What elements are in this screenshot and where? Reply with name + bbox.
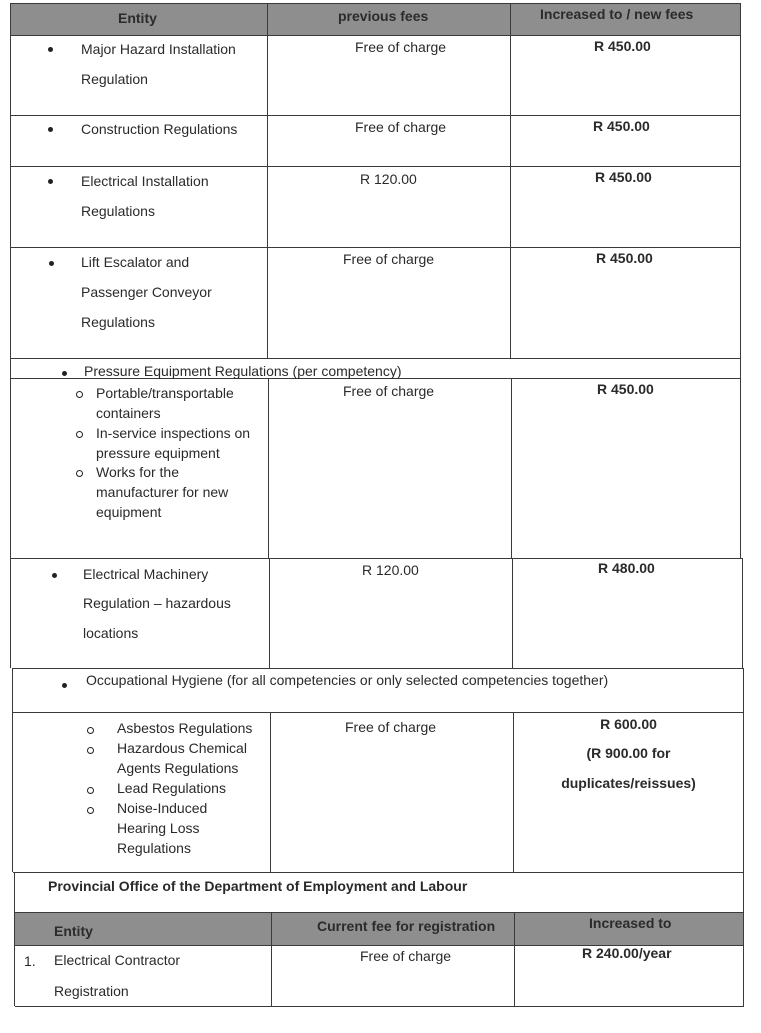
header-entity: Entity [118, 10, 157, 26]
sub-bullet [87, 747, 94, 754]
pressure-sub: Works for the [96, 464, 179, 480]
provincial-header-current: Current fee for registration [317, 918, 496, 934]
new-fee-note: (R 900.00 for [586, 745, 671, 761]
sub-bullet [87, 807, 94, 814]
vline [267, 3, 268, 358]
entity-name: Construction Regulations [81, 121, 238, 137]
sub-bullet [76, 391, 83, 398]
entity-name: Electrical Machinery [83, 566, 209, 582]
new-fee: R 450.00 [596, 250, 653, 266]
entity-name: Electrical Contractor [54, 952, 181, 968]
new-fee-note: duplicates/reissues) [561, 775, 696, 791]
hygiene-sub: Noise-Induced [117, 800, 208, 816]
pressure-sub: pressure equipment [96, 445, 220, 461]
hygiene-sub: Hearing Loss [117, 820, 200, 836]
hygiene-sub: Asbestos Regulations [117, 720, 253, 736]
bullet [48, 127, 53, 132]
pressure-sub: containers [96, 405, 161, 421]
provincial-header-increased: Increased to [589, 915, 672, 931]
pressure-sub: equipment [96, 504, 162, 520]
previous-fee: Free of charge [355, 119, 447, 135]
hygiene-sub: Agents Regulations [117, 760, 239, 776]
new-fee: R 480.00 [598, 560, 655, 576]
provincial-header-entity: Entity [54, 923, 93, 939]
vline [269, 558, 270, 668]
previous-fee: Free of charge [343, 383, 435, 399]
sub-bullet [76, 470, 83, 477]
pressure-sub: manufacturer for new [96, 484, 229, 500]
bullet [62, 371, 67, 376]
bullet [48, 179, 53, 184]
current-fee: Free of charge [360, 948, 452, 964]
entity-name: Major Hazard Installation [81, 41, 236, 57]
hline [10, 358, 741, 359]
hline [12, 668, 743, 669]
vline [271, 912, 272, 1006]
header-previous-fees: previous fees [338, 8, 429, 24]
vline [10, 3, 11, 668]
previous-fee: R 120.00 [362, 562, 419, 578]
vline [742, 558, 743, 668]
previous-fee: R 120.00 [360, 171, 417, 187]
vline [514, 912, 515, 1006]
new-fee: R 450.00 [595, 169, 652, 185]
previous-fee: Free of charge [355, 39, 447, 55]
provincial-title: Provincial Office of the Department of Employment and Labour [48, 878, 468, 894]
entity-name: Lift Escalator and [81, 254, 190, 270]
entity-name: Electrical Installation [81, 173, 209, 189]
entity-name: Regulation [81, 71, 148, 87]
hygiene-sub: Hazardous Chemical [117, 740, 247, 756]
vline [511, 378, 512, 558]
new-fee: R 240.00/year [582, 945, 672, 961]
bullet [52, 573, 57, 578]
hygiene-sub: Lead Regulations [117, 780, 226, 796]
vline [510, 3, 511, 358]
row-number: 1. [24, 953, 36, 969]
sub-bullet [76, 431, 83, 438]
new-fee: R 600.00 [600, 716, 657, 732]
hygiene-title: Occupational Hygiene (for all competencies or only selected competencies together) [86, 672, 609, 688]
vline [743, 668, 744, 1006]
hline [12, 712, 744, 713]
entity-name: locations [83, 625, 139, 641]
sub-bullet [87, 787, 94, 794]
vline [268, 378, 269, 558]
new-fee: R 450.00 [594, 38, 651, 54]
entity-name: Regulation – hazardous [83, 595, 231, 611]
bullet [48, 47, 53, 52]
previous-fee: Free of charge [343, 251, 435, 267]
pressure-sub: In-service inspections on [96, 425, 251, 441]
entity-name: Registration [54, 983, 129, 999]
vline [512, 558, 513, 668]
entity-name: Regulations [81, 203, 155, 219]
vline [12, 668, 13, 872]
bullet [62, 683, 67, 688]
vline [740, 3, 741, 558]
pressure-title: Pressure Equipment Regulations (per competency) [84, 363, 402, 379]
previous-fee: Free of charge [345, 719, 437, 735]
vline [270, 712, 271, 872]
bullet [49, 261, 54, 266]
entity-name: Regulations [81, 314, 155, 330]
hline [15, 1006, 744, 1007]
hygiene-sub: Regulations [117, 840, 191, 856]
sub-bullet [87, 727, 94, 734]
hline [13, 872, 744, 873]
entity-name: Passenger Conveyor [81, 284, 212, 300]
header-new-fees: Increased to / new fees [540, 6, 694, 22]
new-fee: R 450.00 [593, 118, 650, 134]
new-fee: R 450.00 [597, 381, 654, 397]
vline [14, 872, 15, 1006]
pressure-sub: Portable/transportable [96, 385, 234, 401]
